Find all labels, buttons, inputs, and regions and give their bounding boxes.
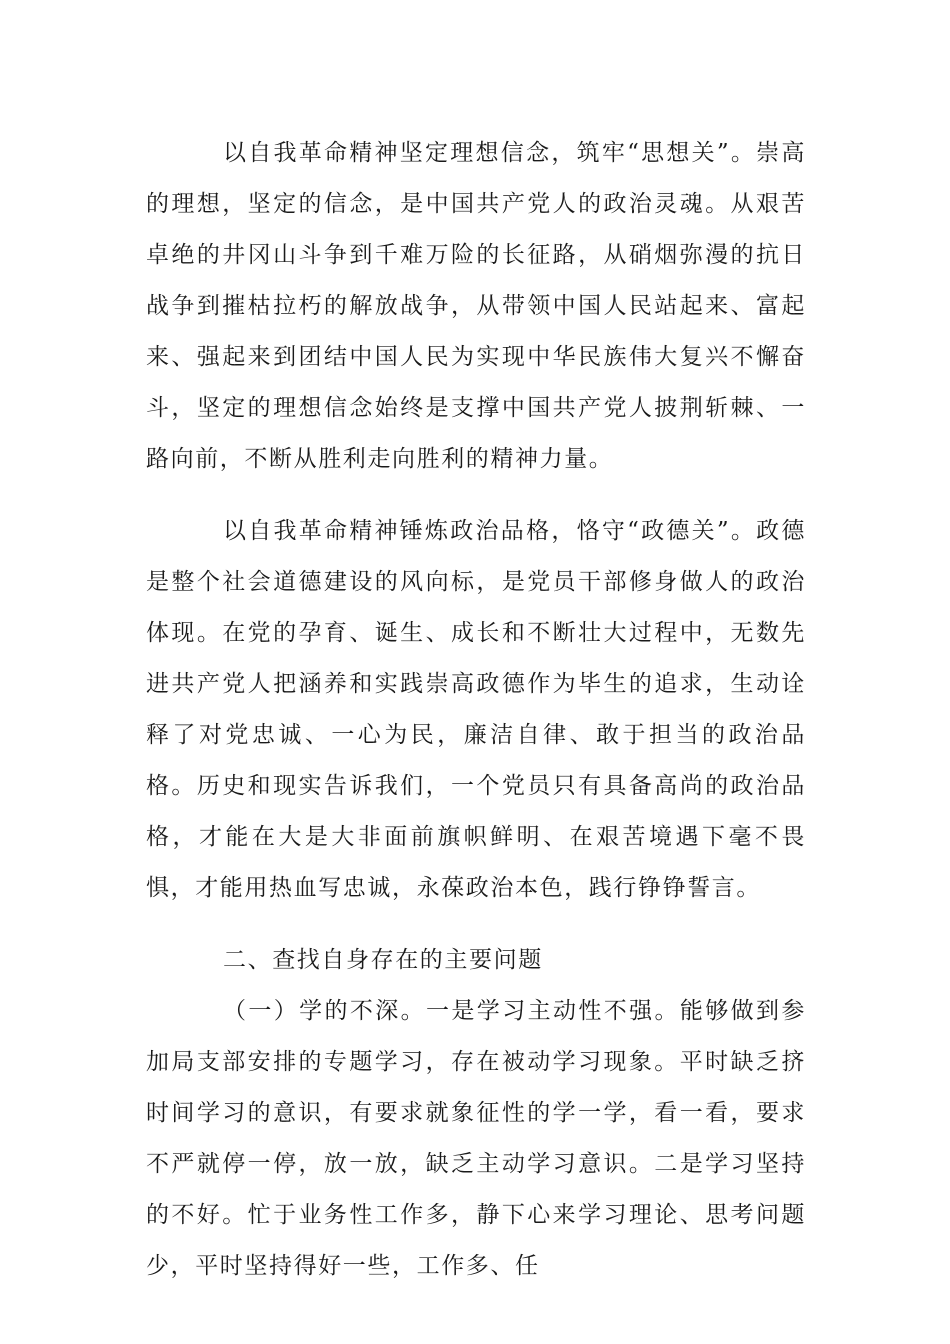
paragraph-study-problems: （一）学的不深。一是学习主动性不强。能够做到参加局支部安排的专题学习，存在被动学习现象。平时缺乏挤时间学习的意识，有要求就象征性的学一学，看一看，要求不严就停一停，放一放，缺乏主动学习意识。二是学习坚持的不好。忙于业务性工作多，静下心来学习理论、思考问题少，平时坚持得好一些，工作多、任 [146, 998, 806, 1279]
document-body [146, 128, 806, 1292]
paragraph-political-character: 以自我革命精神锤炼政治品格，恪守“政德关”。政德是整个社会道德建设的风向标，是党员干部修身做人的政治体现。在党的孕育、诞生、成长和不断壮大过程中，无数先进共产党人把涵养和实践崇高政德作为毕生的追求，生动诠释了对党忠诚、一心为民，廉洁自律、敢于担当的政治品格。历史和现实告诉我们，一个党员只有具备高尚的政治品格，才能在大是大非面前旗帜鲜明、在艰苦境遇下毫不畏惧，才能用热血写忠诚，永葆政治本色，践行铮铮誓言。 [146, 518, 806, 901]
section-heading: 二、查找自身存在的主要问题 [223, 947, 543, 973]
paragraph-ideals: 以自我革命精神坚定理想信念，筑牢“思想关”。崇高的理想，坚定的信念，是中国共产党人的政治灵魂。从艰苦卓绝的井冈山斗争到千难万险的长征路，从硝烟弥漫的抗日战争到摧枯拉朽的解放战争，从带领中国人民站起来、富起来、强起来到团结中国人民为实现中华民族伟大复兴不懈奋斗，坚定的理想信念始终是支撑中国共产党人披荆斩棘、一路向前，不断从胜利走向胜利的精神力量。 [146, 140, 806, 472]
